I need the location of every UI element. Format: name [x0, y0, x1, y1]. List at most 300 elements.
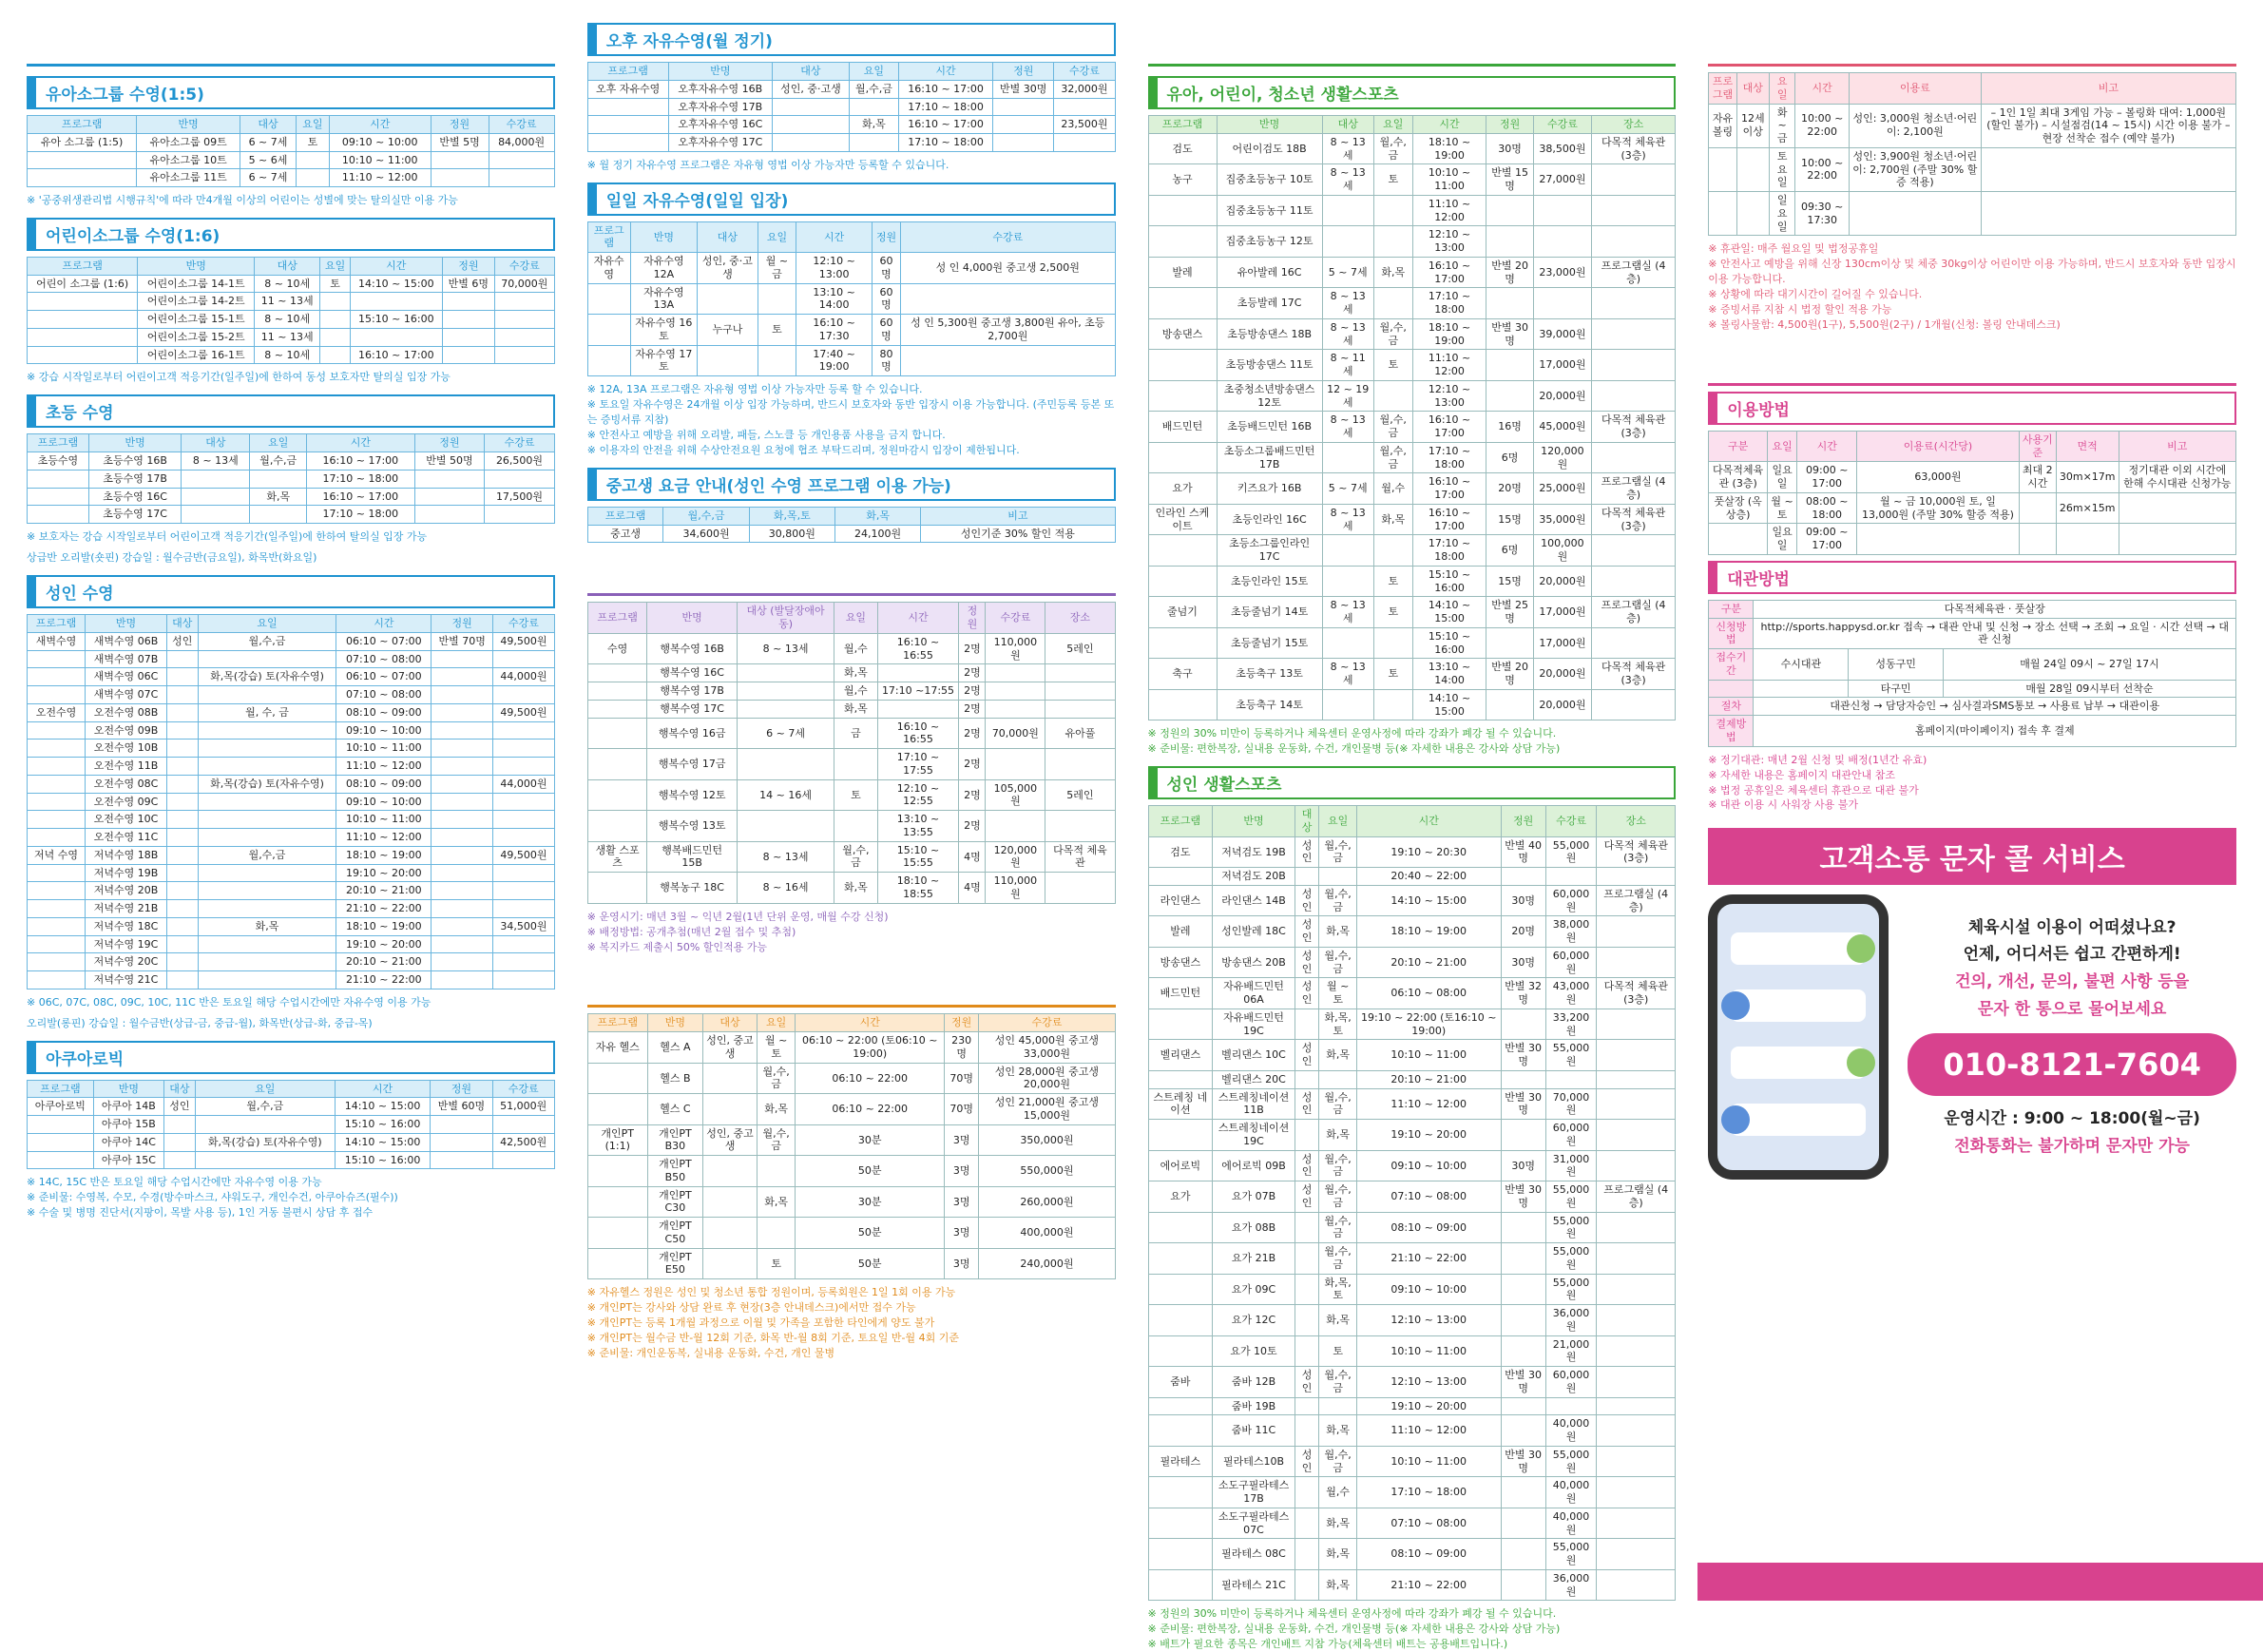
table-cell	[493, 935, 555, 953]
table-cell	[431, 1116, 492, 1134]
table-header: 정원	[432, 615, 493, 633]
table-cell: 요가	[1148, 1181, 1213, 1213]
adult-sports-section	[1148, 766, 1677, 1652]
table-cell: 소도구필라테스 07C	[1213, 1508, 1295, 1539]
table-cell: 자유배드민턴 06A	[1213, 978, 1295, 1009]
kids-sports-notes	[1148, 726, 1677, 757]
table-header: 요일	[198, 615, 336, 633]
table-cell: 유아 소그룹 (1:5)	[28, 133, 137, 151]
table-cell: 15:10 ~ 16:00	[335, 1116, 430, 1134]
table-cell	[414, 506, 485, 524]
table-cell: 06:10 ~ 07:00	[336, 632, 432, 650]
table-cell	[1709, 680, 1754, 698]
table-header: 정원	[431, 116, 489, 134]
table-cell: 일요일	[1769, 192, 1795, 236]
table-cell	[849, 98, 898, 116]
table-cell: 구분	[1709, 600, 1754, 618]
table-cell	[1501, 1415, 1545, 1447]
table-cell: 11:10 ~ 12:00	[1356, 1415, 1501, 1447]
table-cell	[758, 283, 796, 315]
sports-tab: 생활스포츠	[1148, 27, 1677, 67]
table-cell: 저녁수영 19B	[86, 864, 167, 882]
table-cell: 행복수영 17금	[647, 749, 737, 780]
table-cell	[1501, 1212, 1545, 1243]
promo-phone[interactable]: 010-8121-7604	[1908, 1033, 2236, 1096]
table-cell: 30명	[1501, 1150, 1545, 1181]
table-cell: 누구나	[698, 315, 758, 346]
table-header: 프로그램	[28, 257, 138, 275]
table-cell: 화,목	[1319, 1569, 1357, 1601]
table-cell: 토	[757, 1248, 795, 1279]
table-cell	[1148, 689, 1217, 720]
table-cell: 프로그램실 (4층)	[1597, 1181, 1676, 1213]
swim-column	[27, 23, 555, 1601]
table-header: 대상	[773, 63, 850, 81]
table-cell	[877, 700, 959, 718]
table-cell	[1597, 1335, 1676, 1367]
table-cell: 유아풀	[1045, 718, 1115, 749]
table-cell	[1597, 947, 1676, 978]
table-cell: 토	[1373, 597, 1412, 628]
table-cell: 30명	[1501, 885, 1545, 916]
table-cell	[432, 864, 493, 882]
table-cell	[1849, 192, 1981, 236]
table-cell: 51,000원	[492, 1098, 554, 1116]
table-cell: 어린이 소그룹 (1:6)	[28, 275, 138, 293]
aqua-title: 아쿠아로빅	[27, 1041, 555, 1074]
table-cell: 화,목	[250, 488, 307, 506]
table-cell: 토	[320, 275, 351, 293]
table-cell: 60명	[872, 253, 900, 284]
table-row	[28, 1116, 555, 1134]
bowling-tab: 볼링	[1708, 27, 2236, 67]
table-cell: 11:10 ~ 12:00	[1412, 350, 1486, 381]
table-header: 대상	[255, 257, 320, 275]
table-row	[28, 133, 555, 151]
table-cell: 초등방송댄스 18B	[1217, 318, 1322, 350]
table-cell: 화,목	[834, 700, 877, 718]
table-cell	[698, 345, 758, 376]
table-cell: 10:10 ~ 11:00	[1356, 1335, 1501, 1367]
table-cell	[198, 650, 336, 668]
table-cell: 09:10 ~ 10:00	[336, 721, 432, 740]
table-row	[1148, 1274, 1676, 1305]
table-cell: 자유배드민턴 19C	[1213, 1008, 1295, 1040]
sports-column	[1147, 23, 1677, 1651]
table-cell: 프로그램실 (4층)	[1591, 257, 1675, 288]
table-cell: 20명	[1486, 473, 1534, 505]
table-cell: 55,000원	[1545, 1446, 1596, 1477]
table-cell: 260,000원	[979, 1186, 1115, 1218]
table-cell	[1295, 1008, 1319, 1040]
table-cell	[432, 882, 493, 900]
pm-table	[587, 62, 1116, 152]
elem-title: 초등 수영	[27, 394, 555, 428]
table-row	[587, 134, 1115, 152]
table-cell	[28, 793, 86, 811]
table-cell: 07:10 ~ 08:00	[336, 686, 432, 704]
note-item: ※ 준비물: 편한복장, 실내용 운동화, 수건, 개인물병 등(※ 자세한 내용은 강사와 상담 가능)	[1147, 1623, 1561, 1636]
table-row	[1148, 1415, 1676, 1447]
table-cell: 14:10 ~ 15:00	[335, 1098, 430, 1116]
promo-hours2: 전화통화는 불가하며 문자만 가능	[1954, 1137, 2190, 1157]
table-cell	[1597, 916, 1676, 948]
rental-method-title: 대관방법	[1708, 561, 2236, 594]
table-cell: 16:10 ~ 17:00	[1412, 504, 1486, 535]
table-cell	[1295, 1415, 1319, 1447]
table-cell: 14:10 ~ 15:00	[1356, 885, 1501, 916]
table-cell: 14:10 ~ 15:00	[350, 275, 442, 293]
table-cell: 60명	[872, 315, 900, 346]
table-header: 시간	[1356, 806, 1501, 837]
table-cell: 16:10 ~ 17:00	[1412, 257, 1486, 288]
table-row	[28, 882, 555, 900]
table-cell	[198, 971, 336, 989]
table-cell: 축구	[1148, 659, 1217, 690]
table-row	[587, 682, 1115, 701]
table-cell	[432, 703, 493, 721]
table-cell: 30명	[1501, 947, 1545, 978]
table-cell	[1045, 873, 1115, 904]
table-cell: 20:10 ~ 21:00	[1356, 1070, 1501, 1088]
table-cell	[432, 650, 493, 668]
table-cell: 49,500원	[493, 846, 555, 864]
table-cell: 16:10 ~ 17:00	[1412, 412, 1486, 443]
swim-tab: 수영	[27, 27, 555, 67]
table-cell: 23,000원	[1533, 257, 1591, 288]
table-cell	[182, 488, 250, 506]
table-row	[1148, 288, 1676, 319]
table-header: 프로그램	[587, 63, 668, 81]
happy-section	[587, 552, 1116, 954]
table-cell	[1486, 689, 1534, 720]
table-cell: 헬스 C	[647, 1094, 702, 1125]
table-row	[28, 1133, 555, 1151]
table-row	[587, 1248, 1115, 1279]
table-row	[1148, 1305, 1676, 1336]
table-cell: 토	[834, 779, 877, 811]
table-header: 요일	[849, 63, 898, 81]
table-cell: 8 ~ 13세	[1322, 597, 1373, 628]
table-cell	[773, 98, 850, 116]
table-row	[28, 632, 555, 650]
table-cell: 15명	[1486, 504, 1534, 535]
table-cell	[1486, 627, 1534, 659]
table-row	[587, 718, 1115, 749]
table-cell: 11:10 ~ 12:00	[329, 169, 431, 187]
table-row	[28, 829, 555, 847]
table-row	[587, 873, 1115, 904]
table-cell	[198, 935, 336, 953]
table-cell	[320, 346, 351, 364]
table-row	[28, 488, 555, 506]
table-cell: 20:10 ~ 21:00	[336, 953, 432, 971]
table-cell: 월 ~ 금 10,000원 토, 일 13,000원 (주말 30% 할증 적용)	[1857, 492, 2020, 524]
table-cell	[2119, 524, 2235, 555]
table-row	[28, 1098, 555, 1116]
table-cell	[198, 811, 336, 829]
table-row	[28, 703, 555, 721]
table-cell: 4명	[959, 873, 986, 904]
child-title: 어린이소그룹 수영(1:6)	[27, 218, 555, 251]
table-cell: 12 ~ 19세	[1322, 380, 1373, 412]
table-cell	[167, 829, 199, 847]
table-cell: 20,000원	[1533, 566, 1591, 597]
table-row	[28, 971, 555, 989]
table-cell: 성인	[1295, 885, 1319, 916]
table-cell	[1533, 226, 1591, 258]
promo-hours: 운영시간 : 9:00 ~ 18:00(월~금)	[1944, 1109, 2200, 1129]
table-cell: 저녁수영 18B	[86, 846, 167, 864]
table-cell: 26m×15m	[2056, 492, 2119, 524]
table-cell: 8 ~ 13세	[737, 841, 834, 873]
table-row	[587, 811, 1115, 842]
table-cell: 18:10 ~ 18:55	[877, 873, 959, 904]
table-row	[1148, 1088, 1676, 1120]
table-cell	[1148, 350, 1217, 381]
table-cell: 화,목	[849, 116, 898, 134]
table-cell	[587, 1218, 647, 1249]
table-cell: 12:10 ~ 13:00	[1356, 1367, 1501, 1398]
table-row	[28, 668, 555, 686]
table-header: 대상	[703, 1014, 758, 1032]
table-cell: 집중초등농구 11토	[1217, 195, 1322, 226]
table-cell: 에어로빅	[1148, 1150, 1213, 1181]
table-header: 반명	[138, 257, 255, 275]
table-cell	[1148, 1305, 1213, 1336]
table-cell	[587, 779, 647, 811]
table-cell: 최대 2시간	[2019, 462, 2056, 493]
table-cell: 화,목	[757, 1186, 795, 1218]
table-cell	[167, 686, 199, 704]
table-cell: 반별 30명	[1501, 1367, 1545, 1398]
table-cell: 12:10 ~ 12:55	[877, 779, 959, 811]
table-row	[28, 775, 555, 793]
table-cell: 11 ~ 13세	[255, 328, 320, 346]
table-row	[587, 80, 1115, 98]
table-row	[1148, 1008, 1676, 1040]
table-cell: 월,수,금	[250, 452, 307, 471]
table-cell	[489, 151, 554, 169]
table-row	[587, 345, 1115, 376]
table-cell: 08:10 ~ 09:00	[336, 775, 432, 793]
table-cell	[198, 686, 336, 704]
table-cell: 18:10 ~ 19:00	[336, 846, 432, 864]
table-cell: 개인PT E50	[647, 1248, 702, 1279]
table-cell: 8 ~ 13세	[182, 452, 250, 471]
table-header: 요일	[195, 1080, 335, 1098]
table-cell: 정기대관 이외 시간에 한해 수시대관 신청가능	[2119, 462, 2235, 493]
table-cell	[1597, 1508, 1676, 1539]
table-cell	[1295, 1070, 1319, 1088]
table-row	[1148, 1181, 1676, 1213]
table-cell	[1045, 664, 1115, 682]
table-row	[1148, 916, 1676, 948]
table-cell	[28, 1151, 94, 1169]
table-cell: 2명	[959, 633, 986, 664]
table-row	[1148, 318, 1676, 350]
table-cell: 40,000원	[1545, 1477, 1596, 1508]
table-cell: 34,500원	[493, 917, 555, 935]
note-item: ※ 개인PT는 강사와 상담 완료 후 현장(3층 안내데스크)에서만 접수 가능	[586, 1301, 916, 1315]
table-cell: 06:10 ~ 22:00	[796, 1094, 945, 1125]
table-cell: 어린이검도 18B	[1217, 133, 1322, 164]
table-cell	[1295, 1243, 1319, 1275]
table-row	[587, 1186, 1115, 1218]
table-cell: 80명	[872, 345, 900, 376]
table-cell	[1597, 1008, 1676, 1040]
table-cell: 2명	[959, 700, 986, 718]
pm-title: 오후 자유수영(월 정기)	[587, 23, 1116, 56]
table-row	[28, 311, 555, 329]
table-cell: 27,000원	[1533, 164, 1591, 196]
adult-sports-table	[1148, 805, 1677, 1601]
table-row	[587, 1063, 1115, 1094]
table-cell	[1597, 1070, 1676, 1088]
table-cell	[167, 900, 199, 918]
table-row	[587, 841, 1115, 873]
table-cell	[493, 758, 555, 776]
table-row	[587, 253, 1115, 284]
table-cell: 오전수영 08C	[86, 775, 167, 793]
table-cell	[877, 664, 959, 682]
sms-promo	[1708, 828, 2236, 1180]
table-cell	[1754, 680, 1849, 698]
table-cell: 월,수,금	[1319, 836, 1357, 868]
note-item: ※ 자유헬스 정원은 성인 및 청소년 통합 정원이며, 등록회원은 1일 1회 이용 가능	[586, 1286, 956, 1299]
adult-swim-note2: 오리발(롱핀) 강습일 : 월수금반(상급-금, 중급-월), 화목반(상급-화, 중급-목)	[27, 1016, 373, 1029]
table-cell: 반별 6명	[442, 275, 494, 293]
table-cell: 08:10 ~ 09:00	[1356, 1212, 1501, 1243]
table-cell: 자유수영 17토	[630, 345, 698, 376]
table-cell: 방송댄스	[1148, 947, 1213, 978]
table-header: 대상	[182, 434, 250, 452]
table-cell: 40,000원	[1545, 1415, 1596, 1447]
table-cell: 행복수영 13토	[647, 811, 737, 842]
table-cell: 20,000원	[1533, 689, 1591, 720]
table-cell	[1322, 195, 1373, 226]
table-cell: 16:10 ~ 17:00	[307, 452, 414, 471]
table-header: 반명	[668, 63, 773, 81]
table-cell: 성인: 3,900원 청소년·어린이: 2,700원 (주말 30% 할증 적용)	[1849, 147, 1981, 191]
table-cell: 자유볼링	[1709, 104, 1736, 147]
table-cell: 월,수	[1373, 473, 1412, 505]
daily-section	[587, 182, 1116, 458]
table-cell: 110,000원	[986, 633, 1045, 664]
note-item: ※ 준비물: 편한복장, 실내용 운동화, 수건, 개인물병 등(※ 자세한 내용은 강사와 상담 가능)	[1147, 742, 1561, 756]
table-cell: 19:10 ~ 22:00 (토16:10 ~ 19:00)	[1356, 1008, 1501, 1040]
adult-swim-section	[27, 575, 555, 1031]
toddler-section	[27, 76, 555, 208]
table-cell: 105,000원	[986, 779, 1045, 811]
table-cell: 23,500원	[1054, 116, 1115, 134]
table-cell: 성인	[1295, 916, 1319, 948]
table-cell: 15:10 ~ 16:00	[1412, 566, 1486, 597]
table-cell: 줌바 11C	[1213, 1415, 1295, 1447]
table-cell	[1545, 1070, 1596, 1088]
table-cell	[28, 686, 86, 704]
table-cell: 월,수,금	[1373, 133, 1412, 164]
table-cell	[432, 793, 493, 811]
table-cell: 아쿠아 15B	[93, 1116, 163, 1134]
table-cell	[587, 98, 668, 116]
table-row	[1148, 689, 1676, 720]
table-cell	[198, 864, 336, 882]
table-row	[587, 315, 1115, 346]
table-cell	[167, 793, 199, 811]
table-cell: 유아소그룹 11트	[137, 169, 240, 187]
table-cell: 12:10 ~ 13:00	[796, 253, 873, 284]
table-cell: 반별 20명	[1486, 257, 1534, 288]
table-cell	[1501, 1539, 1545, 1570]
table-cell: 자유수영	[587, 253, 630, 284]
table-cell: 줄넘기	[1148, 597, 1217, 628]
table-cell	[250, 506, 307, 524]
table-cell: 저녁수영 21C	[86, 971, 167, 989]
table-cell	[167, 917, 199, 935]
table-row	[1709, 649, 2236, 681]
table-cell: 토	[1373, 350, 1412, 381]
table-cell	[167, 703, 199, 721]
table-cell: 생활 스포츠	[587, 841, 647, 873]
table-row	[1148, 627, 1676, 659]
table-cell: 검도	[1148, 133, 1217, 164]
table-row	[28, 811, 555, 829]
table-cell	[28, 346, 138, 364]
table-cell: 63,000원	[1857, 462, 2020, 493]
youth-table	[587, 507, 1116, 544]
table-cell	[493, 971, 555, 989]
note-item: ※ 이용자의 안전을 위해 수상안전요원 요청에 협조 부탁드리며, 정원마감시 입장이 제한됩니다.	[586, 443, 1020, 456]
table-header: 수강료	[489, 116, 554, 134]
table-row	[1148, 836, 1676, 868]
table-cell: 반별 70명	[432, 632, 493, 650]
table-row	[587, 525, 1115, 543]
table-cell	[167, 864, 199, 882]
table-cell	[493, 953, 555, 971]
table-cell: 55,000원	[1545, 1243, 1596, 1275]
table-cell: 36,000원	[1545, 1305, 1596, 1336]
table-cell: 다목적 체육관 (3층)	[1597, 836, 1676, 868]
table-cell: 120,000원	[986, 841, 1045, 873]
table-cell: 유아소그룹 10트	[137, 151, 240, 169]
table-cell	[182, 506, 250, 524]
table-cell: 50분	[796, 1218, 945, 1249]
table-row	[1148, 1477, 1676, 1508]
table-cell	[901, 345, 1115, 376]
table-cell	[493, 900, 555, 918]
table-cell: 5 ~ 7세	[1322, 257, 1373, 288]
table-cell: 2명	[959, 779, 986, 811]
table-cell: 5 ~ 7세	[1322, 473, 1373, 505]
table-cell: 초등수영 17B	[88, 470, 182, 488]
table-cell: 월,수,금	[1319, 1088, 1357, 1120]
table-cell: 09:10 ~ 10:00	[1356, 1274, 1501, 1305]
table-cell	[773, 134, 850, 152]
table-cell: 8 ~ 13세	[1322, 164, 1373, 196]
table-cell: 240,000원	[979, 1248, 1115, 1279]
rental-use-title: 이용방법	[1708, 392, 2236, 425]
table-cell	[198, 900, 336, 918]
table-header: 시간	[307, 434, 414, 452]
table-cell: 15명	[1486, 566, 1534, 597]
table-cell	[1148, 1212, 1213, 1243]
table-row	[587, 116, 1115, 134]
table-cell: 55,000원	[1545, 1212, 1596, 1243]
table-header: 수강료	[494, 257, 554, 275]
table-cell: 월,수	[1319, 1477, 1357, 1508]
table-header: 요일	[1767, 431, 1796, 462]
